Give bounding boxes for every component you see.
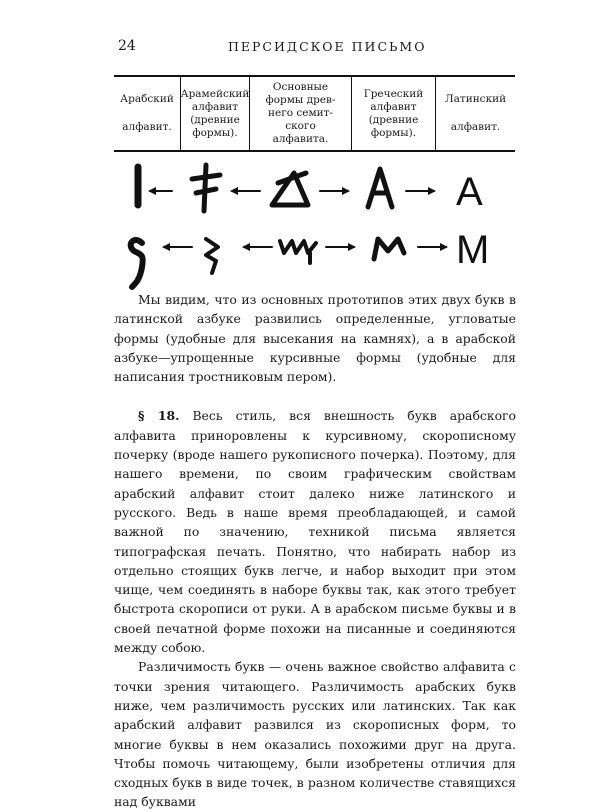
column-arabic-line: алфавит. bbox=[122, 121, 172, 134]
column-aramaic-line: алфавит bbox=[191, 100, 239, 113]
paragraph-section-18 bbox=[114, 406, 516, 657]
column-latin-line: Латинский bbox=[444, 92, 507, 105]
letter-evolution-diagram bbox=[120, 155, 520, 295]
running-title: ПЕРСИДСКОЕ ПИСЬМО bbox=[228, 39, 427, 54]
column-semitic-line: него семит- bbox=[268, 107, 333, 119]
aramaic-alef-glyph bbox=[192, 165, 220, 211]
column-arabic bbox=[114, 77, 181, 150]
greek-mu-glyph bbox=[374, 239, 404, 259]
paragraph-distinctness: Различимость букв — очень важное свойство алфавита с точки зрения читающего. Различимость арабских букв ниже, чем различимость русских или латинских. Так как арабский алфавит развился из скорописных форм, то многие буквы в нем оказались похожими друг на друга. Чтобы помочь читающему, были изобретены отличия для сходных букв в виде точек, в разном количестве ставящихся над буквами bbox=[114, 659, 516, 810]
section-18-text: Весь стиль, вся внешность букв арабского алфавита приноровлены к курсивному, скорописному почерку (вроде нашего рукописного почерка). Поэтому, для нашего времени, по своим графическим свойствам арабский алфавит стоит далеко ниже латинского и русского. Ведь в наше время преобладающей, и самой важной по значению, техникой письма является типографская печать. Понятно, что набирать набор из отдельно стоящих букв легче, и набор выходит при этом чище, чем соединять в наборе буквы так, как этого требует быстрота скорописи от руки. А в арабском письме буквы и в своей печатной форме похожи на писанные и соединяются между собою. bbox=[114, 408, 516, 656]
section-mark: § 18. bbox=[138, 408, 180, 424]
column-aramaic-line: Арамейский bbox=[180, 87, 250, 100]
column-greek-line: алфавит bbox=[370, 100, 417, 113]
semitic-alef-glyph bbox=[272, 173, 308, 205]
paragraph-intro: Мы видим, что из основных прототипов этих двух букв в латинской азбуке развились определенные, угловатые формы (удобные для высекания на камнях), а в арабской азбуке—упрощенные курсивные формы (удобные для написания тростниковым пером). bbox=[114, 292, 516, 385]
column-greek bbox=[352, 77, 436, 150]
column-semitic-line: Основные bbox=[272, 81, 329, 93]
latin-letter-a: A bbox=[456, 170, 483, 214]
column-semitic-line: формы древ- bbox=[265, 94, 336, 106]
alphabet-table-header bbox=[114, 75, 515, 152]
greek-alpha-glyph bbox=[368, 169, 392, 207]
page-number: 24 bbox=[118, 38, 136, 54]
column-greek-line: формы). bbox=[370, 126, 417, 139]
column-aramaic-line: (древние bbox=[190, 113, 240, 126]
aramaic-mim-glyph bbox=[206, 239, 218, 273]
column-semitic-line: алфавита. bbox=[272, 133, 329, 145]
latin-letter-m: M bbox=[456, 228, 490, 272]
column-aramaic-line: формы). bbox=[192, 126, 238, 139]
glyph-row-a bbox=[138, 165, 483, 214]
running-head bbox=[118, 38, 518, 58]
glyph-row-m bbox=[131, 228, 490, 287]
column-greek-line: Греческий bbox=[363, 87, 424, 100]
column-semitic-line: ского bbox=[285, 120, 316, 132]
column-latin bbox=[436, 77, 515, 150]
semitic-mim-glyph bbox=[280, 241, 316, 263]
body-text bbox=[114, 290, 516, 812]
column-aramaic bbox=[181, 77, 250, 150]
column-greek-line: (древние bbox=[368, 113, 419, 126]
column-latin-line: алфавит. bbox=[450, 121, 501, 134]
column-semitic bbox=[250, 77, 352, 150]
arabic-mim-glyph bbox=[131, 240, 143, 287]
column-arabic-line: Арабский bbox=[120, 92, 174, 105]
